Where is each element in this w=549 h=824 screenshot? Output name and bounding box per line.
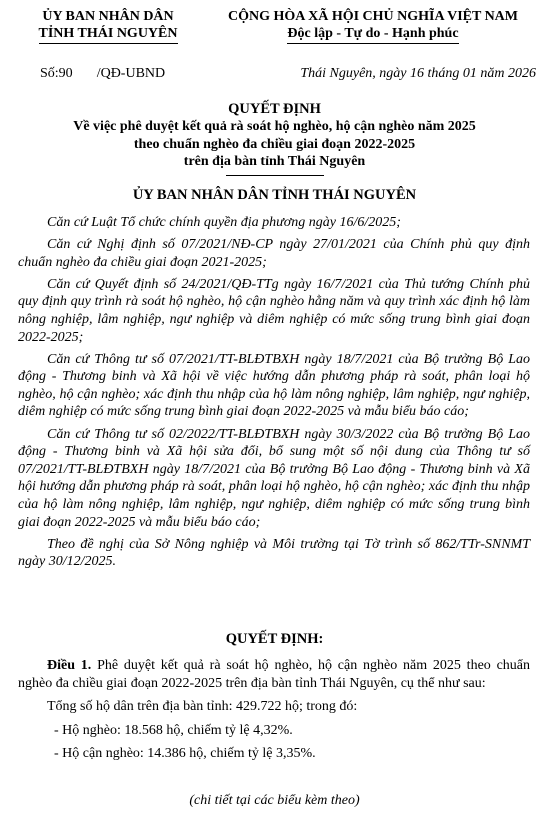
article-1-label: Điều 1. xyxy=(47,658,92,673)
national-heading xyxy=(208,8,538,44)
document-subject xyxy=(20,118,529,171)
legal-basis-paragraph: Căn cứ Thông tư số 02/2022/TT-BLĐTBXH ngày 30/3/2022 của Bộ trưởng Bộ Lao động - Thương binh và Xã hội sửa đổi, bổ sung một số nội dung của Thông tư số 07/2021/TT-BLĐTBXH ngày 18/7/2021 của Bộ trưởng Bộ Lao động - Thương binh và Xã hội hướng dẫn phương pháp rà soát, phân loại hộ nghèo, hộ cận nghèo; xác định thu nhập của hộ làm nông nghiệp, lâm nghiệp, ngư nghiệp, diêm nghiệp có mức sống trung bình giai đoạn 2022-2025 và mẫu biểu báo cáo; xyxy=(18,426,530,530)
document-number xyxy=(40,66,165,82)
issuing-authority-line2: TỈNH THÁI NGUYÊN xyxy=(39,25,178,44)
place-and-date: Thái Nguyên, ngày 16 tháng 01 năm 2026 xyxy=(300,66,536,81)
subject-underline xyxy=(226,175,324,176)
document-number-suffix: /QĐ-UBND xyxy=(96,66,166,81)
subject-line-2: theo chuẩn nghèo đa chiều giai đoạn 2022-2025 xyxy=(133,136,416,152)
poor-households: - Hộ nghèo: 18.568 hộ, chiếm tỷ lệ 4,32%. xyxy=(54,722,293,738)
legal-bases xyxy=(18,214,530,575)
total-households: Tổng số hộ dân trên địa bàn tỉnh: 429.722 hộ; trong đó: xyxy=(47,699,358,715)
document-number-label: Số:90 xyxy=(40,66,73,81)
subject-line-3: trên địa bàn tỉnh Thái Nguyên xyxy=(183,154,366,169)
legal-basis-paragraph: Căn cứ Quyết định số 24/2021/QĐ-TTg ngày 16/7/2021 của Thủ tướng Chính phủ quy định quy trình rà soát hộ nghèo, hộ cận nghèo hằng năm và quy trình xác định hộ làm nông nghiệp, lâm nghiệp, ngư nghiệp và diêm nghiệp có mức sống trung bình giai đoạn 2022-2025; xyxy=(18,276,530,345)
nation-name: CỘNG HÒA XÃ HỘI CHỦ NGHĨA VIỆT NAM xyxy=(227,9,518,24)
document-title: QUYẾT ĐỊNH xyxy=(228,101,321,117)
issuing-authority-line1: ỦY BAN NHÂN DÂN xyxy=(42,9,174,24)
proposal-paragraph: Theo đề nghị của Sở Nông nghiệp và Môi trường tại Tờ trình số 862/TTr-SNNMT ngày 30/12/2025. xyxy=(18,536,530,570)
legal-basis-paragraph: Căn cứ Thông tư số 07/2021/TT-BLĐTBXH ngày 18/7/2021 của Bộ trưởng Bộ Lao động - Thương binh và Xã hội về việc hướng dẫn phương pháp rà soát, phân loại hộ nghèo, hộ cận nghèo; xác định thu nhập của hộ làm nông nghiệp, lâm nghiệp, ngư nghiệp, diêm nghiệp có mức sống trung bình giai đoạn 2022-2025 và mẫu biểu báo cáo; xyxy=(18,351,530,420)
deciding-authority: ỦY BAN NHÂN DÂN TỈNH THÁI NGUYÊN xyxy=(132,187,417,203)
subject-line-1: Về việc phê duyệt kết quả rà soát hộ nghèo, hộ cận nghèo năm 2025 xyxy=(73,119,476,134)
legal-basis-paragraph: Căn cứ Nghị định số 07/2021/NĐ-CP ngày 27/01/2021 của Chính phủ quy định chuẩn nghèo đa chiều giai đoạn 2021-2025; xyxy=(18,237,530,270)
article-1 xyxy=(18,657,530,769)
issuing-authority xyxy=(18,8,198,44)
attachment-note: (chi tiết tại các biểu kèm theo) xyxy=(189,793,360,808)
legal-basis-paragraph: Căn cứ Luật Tổ chức chính quyền địa phương ngày 16/6/2025; xyxy=(47,215,401,230)
near-poor-households: - Hộ cận nghèo: 14.386 hộ, chiếm tỷ lệ 3,35%. xyxy=(54,746,316,762)
article-1-text: Phê duyệt kết quả rà soát hộ nghèo, hộ cận nghèo năm 2025 theo chuẩn nghèo đa chiều giai đoạn 2022-2025 trên địa bàn tỉnh Thái Nguyên, cụ thể như sau: xyxy=(18,658,531,691)
decision-heading: QUYẾT ĐỊNH: xyxy=(225,631,324,647)
national-motto: Độc lập - Tự do - Hạnh phúc xyxy=(287,25,458,44)
article-1-intro xyxy=(18,657,530,692)
